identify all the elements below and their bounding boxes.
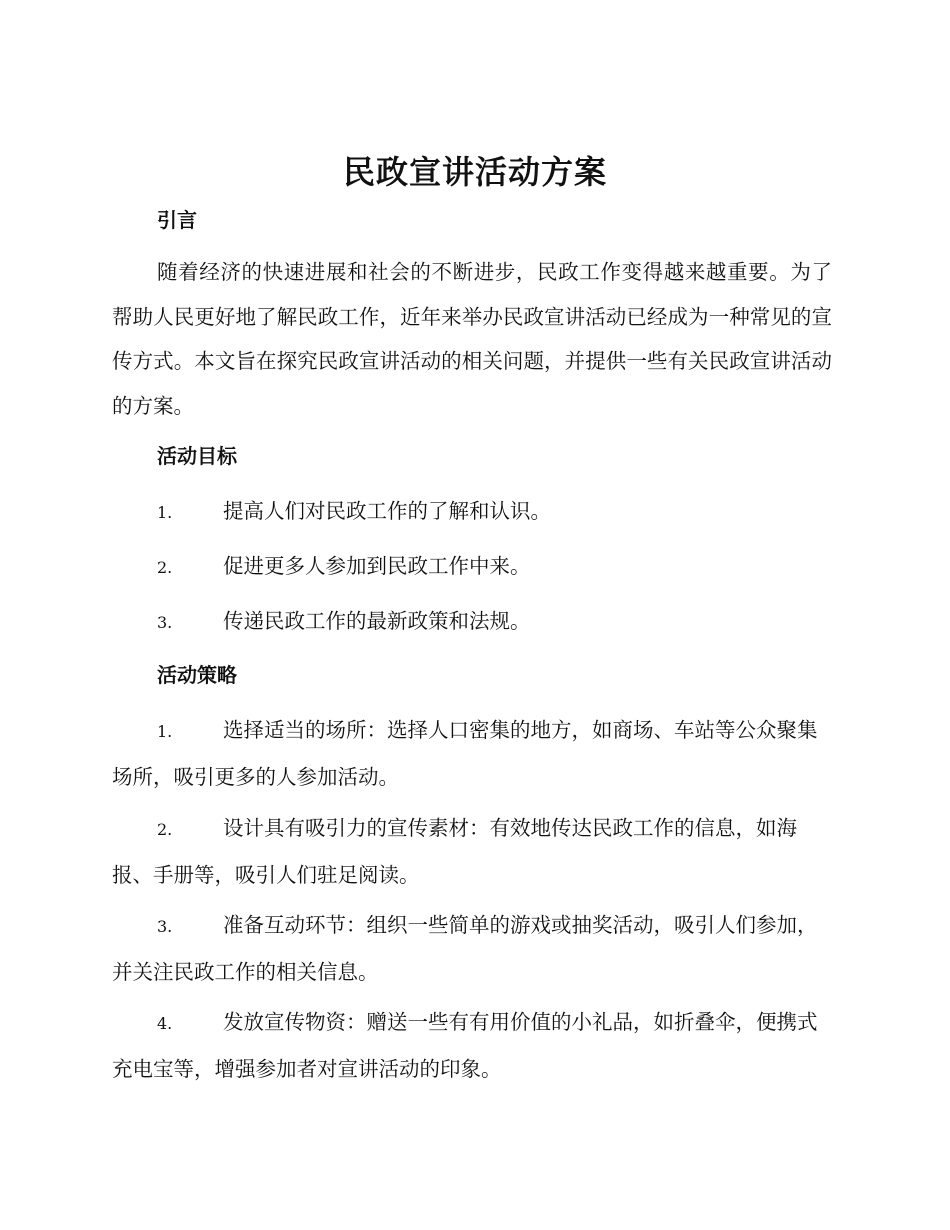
section-heading-goals: 活动目标 bbox=[157, 444, 237, 468]
list-item-number: 1. bbox=[157, 722, 173, 741]
list-item bbox=[112, 544, 832, 591]
list-item-number: 1. bbox=[157, 503, 173, 522]
list-item bbox=[112, 599, 832, 646]
list-item bbox=[112, 903, 832, 994]
list-item-number: 3. bbox=[157, 917, 173, 936]
list-item bbox=[112, 708, 832, 799]
list-item bbox=[112, 1000, 832, 1091]
list-item-number: 2. bbox=[157, 558, 173, 577]
section-heading-strategy: 活动策略 bbox=[157, 663, 237, 687]
list-item bbox=[112, 489, 832, 536]
list-item-number: 3. bbox=[157, 613, 173, 632]
list-item-text: 促进更多人参加到民政工作中来。 bbox=[223, 554, 531, 578]
document-title: 民政宣讲活动方案 bbox=[342, 153, 607, 191]
list-item bbox=[112, 806, 832, 897]
list-item-number: 2. bbox=[157, 820, 173, 839]
list-item-text: 提高人们对民政工作的了解和认识。 bbox=[223, 499, 551, 523]
list-item-text: 发放宣传物资：赠送一些有有用价值的小礼品，如折叠伞，便携式充电宝等，增强参加者对宣讲活动的印象。 bbox=[112, 1010, 818, 1081]
list-item-text: 传递民政工作的最新政策和法规。 bbox=[223, 609, 531, 633]
list-item-number: 4. bbox=[157, 1014, 173, 1033]
list-item-text: 准备互动环节：组织一些简单的游戏或抽奖活动，吸引人们参加，并关注民政工作的相关信息。 bbox=[112, 913, 818, 984]
list-item-text: 设计具有吸引力的宣传素材：有效地传达民政工作的信息，如海报、手册等，吸引人们驻足阅读。 bbox=[112, 816, 797, 887]
list-item-text: 选择适当的场所：选择人口密集的地方，如商场、车站等公众聚集场所，吸引更多的人参加活动。 bbox=[112, 718, 818, 789]
intro-paragraph: 随着经济的快速进展和社会的不断进步，民政工作变得越来越重要。为了帮助人民更好地了解民政工作，近年来举办民政宣讲活动已经成为一种常见的宣传方式。本文旨在探究民政宣讲活动的相关问题，并提供一些有关民政宣讲活动的方案。 bbox=[112, 260, 832, 418]
section-heading-intro: 引言 bbox=[157, 208, 197, 232]
